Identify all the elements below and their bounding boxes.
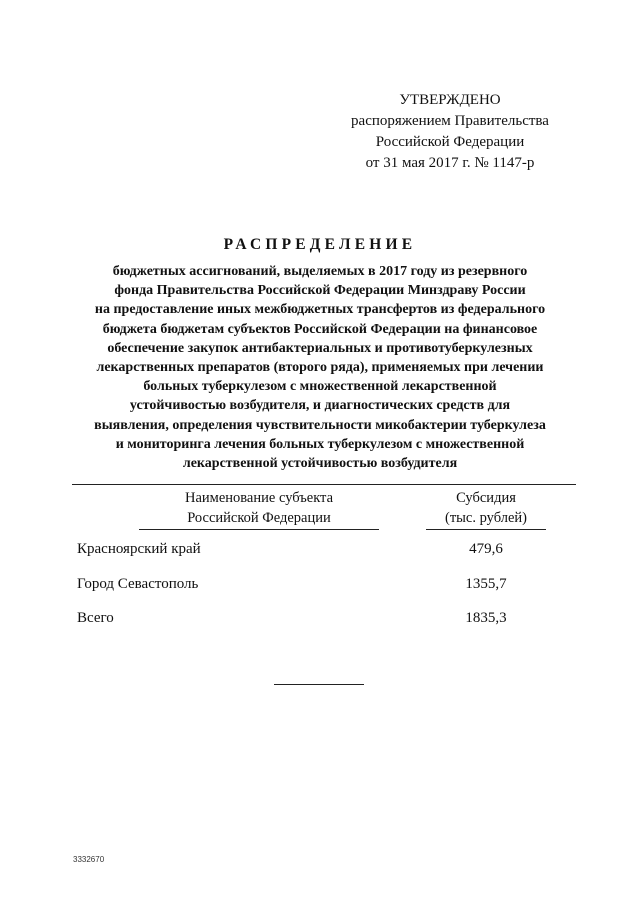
document-title: РАСПРЕДЕЛЕНИЕ (223, 236, 417, 253)
subject-line: бюджетных ассигнований, выделяемых в 2017 году из резервного (112, 264, 528, 279)
table-total-name: Всего (77, 610, 114, 626)
subject-header-line: Наименование субъекта (184, 490, 334, 506)
document-number: 3332670 (73, 855, 105, 864)
subject-line: лекарственной устойчивостью возбудителя (182, 456, 458, 472)
subject-line: выявления, определения чувствительности микобактерии туберкулеза (94, 417, 546, 433)
subsidy-header-line: Субсидия (456, 490, 516, 506)
table-row-value: 479,6 (469, 541, 503, 557)
subject-line: больных туберкулезом с множественной лекарственной (143, 379, 497, 395)
table-row-name: Красноярский край (77, 541, 201, 557)
subject-line: лекарственных препаратов (второго ряда), применяемых при лечении (96, 360, 544, 376)
subject-line: и мониторинга лечения больных туберкулезом с множественной (115, 436, 525, 452)
subsidy-header-rule (426, 529, 546, 530)
subsidy-header-line: (тыс. рублей) (445, 510, 527, 526)
subsidy-column-header (426, 488, 546, 528)
approval-authority: распоряжением Правительства (351, 113, 549, 129)
subject-header-line: Российской Федерации (187, 510, 331, 526)
subject-header-rule (139, 529, 379, 530)
table-top-rule (72, 484, 576, 485)
subject-column-header (139, 488, 379, 528)
approval-government: Российской Федерации (375, 134, 525, 150)
approval-block (330, 90, 570, 174)
subject-line: на предоставление иных межбюджетных трансфертов из федерального (94, 302, 546, 318)
table-row-value: 1355,7 (465, 576, 507, 592)
approval-date-number: от 31 мая 2017 г. № 1147-р (365, 155, 535, 171)
subject-line: фонда Правительства Российской Федерации Минздраву России (114, 283, 526, 299)
table-row-name: Город Севастополь (77, 576, 199, 592)
document-subject (60, 262, 580, 473)
approval-heading: УТВЕРЖДЕНО (399, 92, 501, 108)
subject-line: бюджета бюджетам субъектов Российской Федерации на финансовое (102, 321, 538, 337)
table-total-value: 1835,3 (465, 610, 507, 626)
subject-line: обеспечение закупок антибактериальных и противотуберкулезных (107, 340, 533, 356)
subject-line: устойчивостью возбудителя, и диагностических средств для (129, 398, 511, 414)
end-separator (274, 684, 364, 685)
